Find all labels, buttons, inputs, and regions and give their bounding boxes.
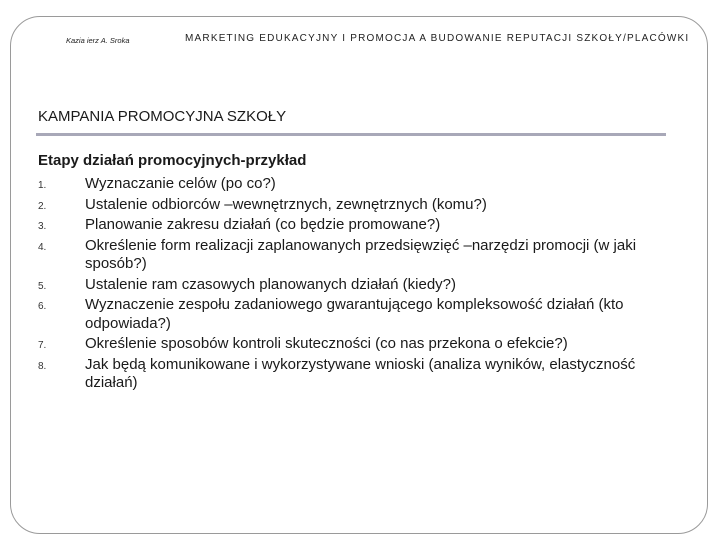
list-item: [38, 237, 658, 274]
step-number: 5.: [38, 280, 47, 292]
list-item: [38, 296, 658, 333]
step-text: Wyznaczenie zespołu zadaniowego gwarantującego kompleksowość działań (kto odpowiada?): [85, 296, 624, 332]
step-text: Określenie form realizacji zaplanowanych przedsięwzięć –narzędzi promocji (w jaki sposób?): [85, 236, 637, 272]
step-text: Ustalenie odbiorców –wewnętrznych, zewnętrznych (komu?): [85, 195, 487, 213]
list-item: [38, 356, 658, 393]
author-name: Kazia ierz A. Sroka: [66, 36, 130, 45]
step-text: Planowanie zakresu działań (co będzie promowane?): [85, 216, 441, 233]
step-number: 1.: [38, 180, 47, 191]
step-number: 2.: [38, 200, 47, 212]
step-number: 6.: [38, 301, 47, 312]
step-text: Wyznaczanie celów (po co?): [85, 175, 276, 192]
header-title: MARKETING EDUKACYJNY I PROMOCJA A BUDOWANIE REPUTACJI SZKOŁY/PLACÓWKI: [185, 33, 690, 44]
step-number: 3.: [38, 221, 47, 232]
list-item: [38, 216, 658, 235]
step-number: 8.: [38, 360, 47, 372]
step-number: 7.: [38, 340, 47, 351]
list-item: [38, 276, 658, 295]
step-text: Jak będą komunikowane i wykorzystywane wnioski (analiza wyników, elastyczność działań): [85, 355, 636, 391]
steps-list: [38, 175, 658, 395]
list-heading: Etapy działań promocyjnych-przykład: [38, 152, 307, 169]
list-item: [38, 335, 658, 354]
divider-line: [36, 133, 666, 136]
section-title: KAMPANIA PROMOCYJNA SZKOŁY: [38, 108, 287, 125]
step-text: Określenie sposobów kontroli skuteczności (co nas przekona o efekcie?): [85, 335, 568, 352]
list-item: [38, 196, 658, 215]
step-number: 4.: [38, 241, 47, 253]
list-item: [38, 175, 658, 194]
step-text: Ustalenie ram czasowych planowanych działań (kiedy?): [85, 275, 457, 293]
